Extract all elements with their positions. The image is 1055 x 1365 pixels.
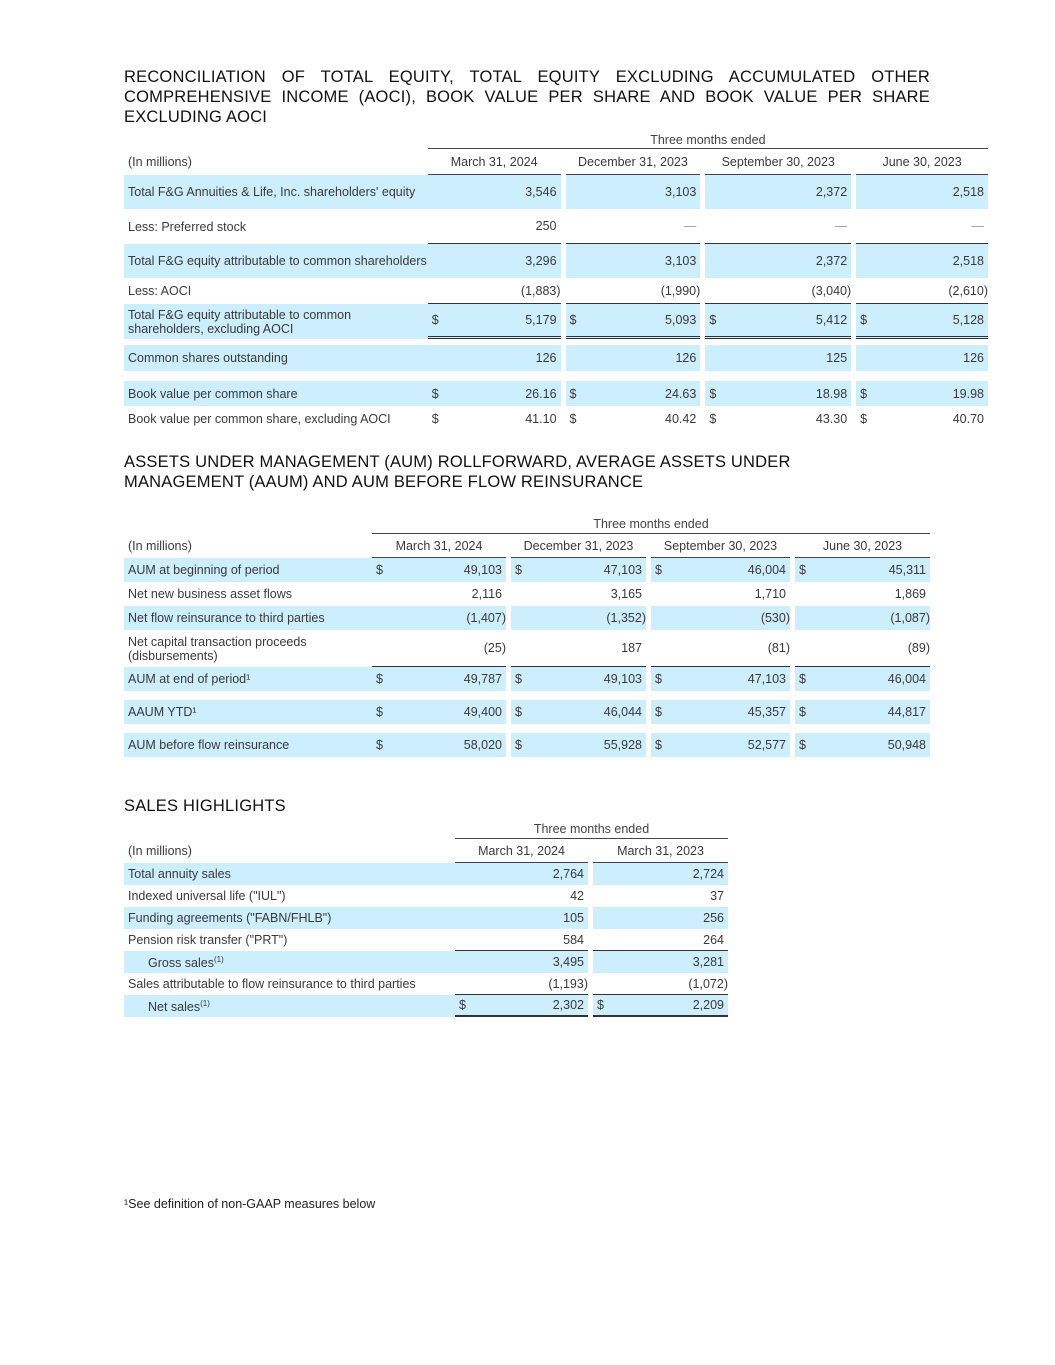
cell-value: 126 — [963, 351, 984, 365]
row-label: Pension risk transfer ("PRT") — [128, 933, 288, 947]
cell-value: 49,103 — [603, 672, 642, 686]
cell-value: 584 — [563, 932, 584, 947]
table-row — [124, 907, 728, 929]
aum-title-line: ASSETS UNDER MANAGEMENT (AUM) ROLLFORWARD, AVERAGE ASSETS UNDER — [124, 453, 791, 471]
cell-value: 264 — [703, 932, 724, 947]
table-row: AUM at end of period¹ $ 49,787 $ 49,103 $ 47,103 $ 46,004 — [124, 667, 930, 691]
table-row: Net sales$^{(1)}$ $ 2,302 $ 2,209 — [124, 995, 728, 1017]
table-row — [124, 345, 988, 371]
cell-value: 5,093 — [665, 313, 697, 327]
table-row: AUM at beginning of period $ 49,103 $ 47,103 $ 46,004 $ 45,311 — [124, 558, 930, 582]
cell-value: (1,193) — [548, 976, 588, 991]
row-label: AAUM YTD¹ — [124, 700, 372, 724]
cell-value: 42 — [570, 889, 584, 903]
row-label: AUM at beginning of period — [124, 558, 372, 582]
cell-value: 2,209 — [692, 998, 724, 1012]
units-label: (In millions) — [128, 155, 192, 169]
period-header: Three months ended — [455, 819, 728, 839]
cell-value: 45,311 — [888, 563, 926, 577]
cell-value: 18.98 — [815, 386, 848, 401]
row-label: Total F&G equity attributable to common shareholders — [124, 244, 428, 278]
cell-value: 256 — [703, 911, 724, 925]
cell-value: (81) — [767, 641, 790, 655]
cell-value: 46,004 — [887, 672, 926, 686]
cell-value: 44,817 — [887, 705, 926, 719]
column-header: September 30, 2023 — [651, 534, 790, 558]
row-label: Less: Preferred stock — [128, 219, 247, 234]
cell-value: (25) — [483, 641, 506, 655]
period-header: Three months ended — [372, 515, 930, 534]
cell-value: — — [834, 219, 848, 233]
cell-value: 49,103 — [463, 563, 502, 577]
cell-value: 3,165 — [610, 587, 642, 601]
cell-value: 126 — [535, 351, 557, 365]
column-header: June 30, 2023 — [795, 534, 930, 558]
cell-value: 2,116 — [471, 587, 502, 601]
sales-table — [124, 819, 728, 1017]
column-header: March 31, 2024 — [372, 534, 506, 558]
cell-value: 24.63 — [665, 386, 697, 401]
sales-section-title: SALES HIGHLIGHTS — [124, 797, 286, 815]
cell-value: 1,869 — [894, 587, 926, 601]
row-label: Total F&G Annuities & Life, Inc. shareholders' equity — [124, 175, 428, 209]
cell-value: 2,518 — [952, 254, 984, 268]
equity-section-title — [124, 67, 930, 127]
table-row — [124, 885, 728, 907]
cell-value: 3,281 — [692, 955, 724, 969]
equity-table — [124, 131, 988, 432]
cell-value: (1,072) — [688, 976, 728, 991]
cell-value: 47,103 — [603, 563, 642, 577]
table-row — [124, 929, 728, 951]
cell-value: (2,610) — [948, 283, 988, 298]
table-row — [124, 175, 988, 209]
cell-value: 41.10 — [525, 412, 557, 426]
cell-value: 3,495 — [552, 955, 584, 969]
cell-value: (1,990) — [660, 283, 701, 298]
cell-value: 250 — [535, 219, 557, 233]
column-header: September 30, 2023 — [705, 149, 851, 175]
column-header: March 31, 2024 — [455, 839, 588, 863]
cell-value: 49,787 — [463, 672, 502, 686]
units-label: (In millions) — [128, 539, 192, 553]
row-label: Sales attributable to flow reinsurance to third parties — [128, 977, 416, 991]
cell-value: 2,764 — [552, 867, 584, 881]
cell-value: 55,928 — [603, 738, 642, 752]
table-row: Book value per common share, excluding AOCI $ 41.10 $ 40.42 $ 43.30 $ 40.70 — [124, 406, 988, 432]
cell-value: 126 — [675, 351, 697, 365]
table-row — [124, 209, 988, 244]
table-row: AUM before flow reinsurance $ 58,020 $ 55,928 $ 52,577 $ 50,948 — [124, 733, 930, 757]
row-label: Book value per common share — [124, 381, 428, 406]
cell-value: 3,546 — [525, 185, 557, 199]
cell-value: (3,040) — [811, 283, 852, 298]
cell-value: 2,302 — [552, 998, 584, 1012]
cell-value: (1,407) — [466, 611, 506, 625]
table-row: Book value per common share $ 26.16 $ 24.63 $ 18.98 $ 19.98 — [124, 381, 988, 406]
cell-value: 46,044 — [603, 705, 642, 719]
cell-value: 5,128 — [952, 313, 984, 327]
equity-title-line: EXCLUDING AOCI — [124, 108, 268, 126]
table-row — [124, 951, 728, 973]
cell-value: 2,724 — [692, 867, 724, 881]
row-label: Funding agreements ("FABN/FHLB") — [124, 907, 455, 929]
period-header: Three months ended — [428, 131, 988, 149]
cell-value: 5,412 — [815, 313, 848, 327]
table-row — [124, 630, 930, 667]
row-label: Net flow reinsurance to third parties — [124, 606, 372, 630]
cell-value: 1,710 — [754, 587, 786, 601]
cell-value: 58,020 — [463, 738, 502, 752]
table-row — [124, 606, 930, 630]
cell-value: 47,103 — [747, 672, 786, 686]
cell-value: 3,103 — [665, 254, 697, 268]
aum-section-title — [124, 452, 791, 492]
cell-value: 3,296 — [525, 254, 557, 268]
cell-value: — — [683, 219, 697, 233]
cell-value: (1,087) — [890, 611, 930, 625]
cell-value: 2,518 — [952, 185, 984, 199]
cell-value: 46,004 — [747, 563, 786, 577]
cell-value: 26.16 — [525, 386, 557, 401]
table-row — [124, 278, 988, 304]
table-row — [124, 244, 988, 278]
cell-value: 5,179 — [525, 313, 557, 327]
units-label: (In millions) — [128, 844, 192, 858]
cell-value: 52,577 — [747, 738, 786, 752]
row-label: AUM at end of period¹ — [124, 667, 372, 691]
table-row: Total F&G equity attributable to common shareholders, excluding AOCI $ 5,179 $ 5,093 $ 5,412 $ 5,128 — [124, 304, 988, 339]
row-label: Common shares outstanding — [124, 345, 428, 371]
row-label: Net sales$^{(1)}$ — [124, 995, 455, 1017]
equity-title-line: RECONCILIATION OF TOTAL EQUITY, TOTAL EQUITY EXCLUDING ACCUMULATED OTHER — [124, 68, 930, 86]
cell-value: 40.42 — [665, 412, 697, 426]
row-label: Net capital transaction proceeds (disbursements) — [128, 634, 307, 663]
equity-title-line: COMPREHENSIVE INCOME (AOCI), BOOK VALUE PER SHARE AND BOOK VALUE PER SHARE — [124, 88, 930, 106]
table-row — [124, 973, 728, 995]
row-label: Net new business asset flows — [128, 587, 292, 601]
cell-value: 187 — [621, 641, 642, 655]
table-row — [124, 582, 930, 606]
table-row: AAUM YTD¹ $ 49,400 $ 46,044 $ 45,357 $ 44,817 — [124, 700, 930, 724]
column-header: March 31, 2024 — [428, 149, 561, 175]
cell-value: 37 — [710, 889, 724, 903]
cell-value: 40.70 — [952, 412, 984, 426]
footnote: ¹See definition of non-GAAP measures below — [124, 1197, 376, 1211]
column-header: June 30, 2023 — [856, 149, 988, 175]
cell-value: 19.98 — [952, 386, 984, 401]
column-header: December 31, 2023 — [566, 149, 701, 175]
cell-value: (89) — [907, 641, 930, 655]
row-label: Book value per common share, excluding AOCI — [128, 412, 391, 426]
cell-value: 43.30 — [815, 412, 848, 426]
cell-value: 125 — [826, 351, 848, 365]
row-label: Total annuity sales — [124, 863, 455, 885]
cell-value: 45,357 — [747, 705, 786, 719]
cell-value: 2,372 — [815, 185, 848, 199]
cell-value: 3,103 — [665, 185, 697, 199]
row-label: Less: AOCI — [128, 284, 192, 298]
row-label: AUM before flow reinsurance — [124, 733, 372, 757]
cell-value: (1,352) — [606, 611, 646, 625]
cell-value: (530) — [760, 611, 790, 625]
row-label: Gross sales$^{(1)}$ — [124, 951, 455, 973]
cell-value: 2,372 — [815, 254, 848, 268]
cell-value: — — [971, 219, 984, 233]
column-header: March 31, 2023 — [593, 839, 728, 863]
cell-value: 105 — [563, 911, 584, 925]
row-label: Indexed universal life ("IUL") — [128, 889, 286, 903]
aum-table — [124, 515, 930, 757]
cell-value: (1,883) — [520, 283, 561, 298]
cell-value: 49,400 — [463, 705, 502, 719]
table-row — [124, 863, 728, 885]
row-label: Total F&G equity attributable to common shareholders, excluding AOCI — [124, 304, 428, 339]
aum-title-line: MANAGEMENT (AAUM) AND AUM BEFORE FLOW REINSURANCE — [124, 473, 644, 491]
column-header: December 31, 2023 — [511, 534, 646, 558]
cell-value: 50,948 — [887, 738, 926, 752]
